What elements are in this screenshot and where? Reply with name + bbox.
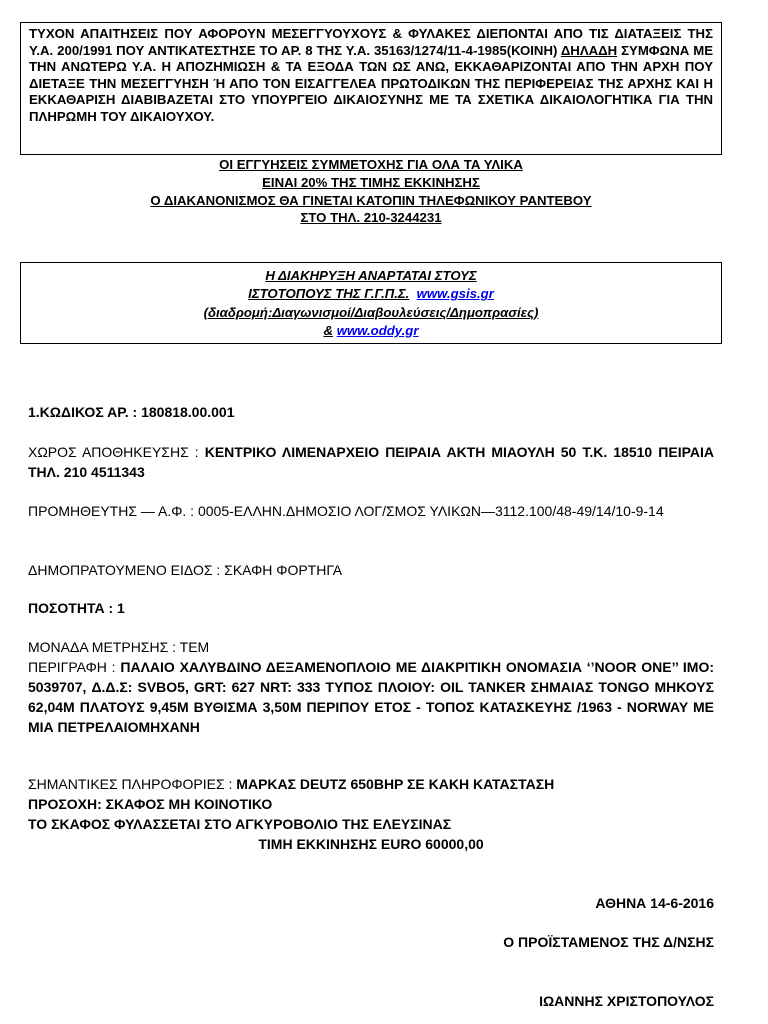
description-label: ΠΕΡΙΓΡΑΦΗ : xyxy=(28,659,121,675)
storage-value: ΚΕΝΤΡΙΚΟ ΛΙΜΕΝΑΡΧΕΙΟ ΠΕΙΡΑΙΑ ΑΚΤΗ ΜΙΑΟΥΛΗ 50 Τ.Κ. 18510 ΠΕΙΡΑΙΑ ΤΗΛ. 210 4511343 xyxy=(28,444,714,480)
gsis-link[interactable]: www.gsis.gr xyxy=(416,286,494,302)
storage-location xyxy=(28,442,714,482)
description xyxy=(28,657,714,737)
important-info-value: ΜΑΡΚΑΣ DEUTZ 650BHP ΣΕ ΚΑΚΗ ΚΑΤΑΣΤΑΣΗ xyxy=(236,776,555,792)
important-info-label: ΣΗΜΑΝΤΙΚΕΣ ΠΛΗΡΟΦΟΡΙΕΣ : xyxy=(28,776,237,792)
unit-of-measure: ΜΟΝΑΔΑ ΜΕΤΡΗΣΗΣ : ΤΕΜ xyxy=(28,639,210,655)
guarantee-phone: ΣΤΟ ΤΗΛ. 210-3244231 xyxy=(300,210,442,226)
posting-line-2 xyxy=(21,285,721,303)
signatory-title: Ο ΠΡΟΪΣΤΑΜΕΝΟΣ ΤΗΣ Δ/ΝΣΗΣ xyxy=(503,934,714,950)
posting-line-2-text: ΙΣΤΟΤΟΠΟΥΣ ΤΗΣ Γ.Γ.Π.Σ. xyxy=(248,286,410,302)
starting-price: ΤΙΜΗ ΕΚΚΙΝΗΣΗΣ EURO 60000,00 xyxy=(258,836,484,852)
posting-ampersand: & xyxy=(323,322,334,338)
notice-text-part1: ΤΥΧΟΝ ΑΠΑΙΤΗΣΕΙΣ ΠΟΥ ΑΦΟΡΟΥΝ ΜΕΣΕΓΓΥΟΥΧΟΥΣ & ΦΥΛΑΚΕΣ ΔΙΕΠΟΝΤΑΙ ΑΠΟ ΤΙΣ ΔΙΑΤΑΞΕΙΣ ΤΗΣ Υ.Α. 200/1991 ΠΟΥ ΑΝΤΙΚΑΤΕΣΤΗΣΕ ΤΟ ΑΡ. 8 ΤΗΣ Υ.Α. 35163/1274/11-4-1985(ΚΟΙΝΗ) xyxy=(29,26,713,58)
signatory-name: ΙΩΑΝΝΗΣ ΧΡΙΣΤΟΠΟΥΛΟΣ xyxy=(539,993,714,1009)
notice-text xyxy=(29,26,713,126)
storage-label: ΧΩΡΟΣ ΑΠΟΘΗΚΕΥΣΗΣ : xyxy=(28,444,205,460)
important-info xyxy=(28,774,714,794)
posting-line-4 xyxy=(21,322,721,340)
oddy-link[interactable]: www.oddy.gr xyxy=(336,322,419,338)
notice-box xyxy=(20,22,722,155)
notice-text-part2: ΣΥΜΦΩΝΑ ΜΕ ΤΗΝ ΑΝΩΤΕΡΩ Υ.Α. Η ΑΠΟΖΗΜΙΩΣΗ & ΤΑ ΕΞΟΔΑ ΤΩΝ ΩΣ ΑΝΩ, ΕΚΚΑΘΑΡΙΖΟΝΤΑΙ ΑΠΟ ΤΗΝ ΑΡΧΗ ΠΟΥ ΔΙΕΤΑΞΕ ΤΗΝ ΜΕΣΕΓΓΥΗΣΗ Ή ΑΠΟ ΤΟΝ ΕΙΣΑΓΓΕΛΕΑ ΠΡΩΤΟΔΙΚΩΝ ΤΗΣ ΠΕΡΙΦΕΡΕΙΑΣ ΤΗΣ ΑΡΧΗΣ ΚΑΙ Η ΕΚΚΑΘΑΡΙΣΗ ΔΙΑΒΙΒΑΖΕΤΑΙ ΣΤΟ ΥΠΟΥΡΓΕΙΟ ΔΙΚΑΙΟΣΥΝΗΣ ΜΕ ΤΑ ΣΧΕΤΙΚΑ ΔΙΚΑΙΟΛΟΓΗΤΙΚΑ ΓΙΑ ΤΗΝ ΠΛΗΡΩΜΗ ΤΟΥ ΔΙΚΑΙΟΥΧΟΥ. xyxy=(29,42,713,124)
item-code: 1.ΚΩΔΙΚΟΣ ΑΡ. : 180818.00.001 xyxy=(28,404,235,420)
guarded-location: ΤΟ ΣΚΑΦΟΣ ΦΥΛΑΣΣΕΤΑΙ ΣΤΟ ΑΓΚΥΡΟΒΟΛΙΟ ΤΗΣ ΕΛΕΥΣΙΝΑΣ xyxy=(28,816,452,832)
guarantee-line-3: Ο ΔΙΑΚΑΝΟΝΙΣΜΟΣ ΘΑ ΓΙΝΕΤΑΙ ΚΑΤΟΠΙΝ ΤΗΛΕΦΩΝΙΚΟΥ ΡΑΝΤΕΒΟΥ xyxy=(150,192,592,208)
warning-non-eu: ΠΡΟΣΟΧΗ: ΣΚΑΦΟΣ ΜΗ ΚΟΙΝΟΤΙΚΟ xyxy=(28,796,273,812)
guarantee-block xyxy=(0,156,742,227)
place-date: ΑΘΗΝΑ 14-6-2016 xyxy=(595,895,714,911)
supplier: ΠΡΟΜΗΘΕΥΤΗΣ — Α.Φ. : 0005-ΕΛΛΗΝ.ΔΗΜΟΣΙΟ ΛΟΓ/ΣΜΟΣ ΥΛΙΚΩΝ—3112.100/48-49/14/10-9-14 xyxy=(28,503,664,519)
quantity: ΠΟΣΟΤΗΤΑ : 1 xyxy=(28,600,125,616)
guarantee-line-1: ΟΙ ΕΓΓΥΗΣΕΙΣ ΣΥΜΜΕΤΟΧΗΣ ΓΙΑ ΟΛΑ ΤΑ ΥΛΙΚΑ xyxy=(219,157,523,172)
posting-box xyxy=(20,262,722,344)
notice-text-underlined: ΔΗΛΑΔΗ xyxy=(560,42,618,58)
auctioned-item: ΔΗΜΟΠΡΑΤΟΥΜΕΝΟ ΕΙΔΟΣ : ΣΚΑΦΗ ΦΟΡΤΗΓΑ xyxy=(28,562,343,578)
posting-path: (διαδρομή:Διαγωνισμοί/Διαβουλεύσεις/Δημοπρασίες) xyxy=(203,304,539,320)
guarantee-line-2: ΕΙΝΑΙ 20% ΤΗΣ ΤΙΜΗΣ ΕΚΚΙΝΗΣΗΣ xyxy=(262,174,480,190)
description-value: ΠΑΛΑΙΟ ΧΑΛΥΒΔΙΝΟ ΔΕΞΑΜΕΝΟΠΛΟΙΟ ΜΕ ΔΙΑΚΡΙΤΙΚΗ ΟΝΟΜΑΣΙΑ ‘’NOOR ONE’’ IMO: 5039707, Δ.Δ.Σ: SVBO5, GRT: 627 NRT: 333 ΤΥΠΟΣ ΠΛΟΙΟΥ: OIL TANKER ΣΗΜΑΙΑΣ TONGO ΜΗΚΟΥΣ 62,04Μ ΠΛΑΤΟΥΣ 9,45Μ ΒΥΘΙΣΜΑ 3,50Μ ΠΕΡΙΠΟΥ ΕΤΟΣ - ΤΟΠΟΣ ΚΑΤΑΣΚΕΥΗΣ /1963 - NORWAY ΜΕ ΜΙΑ ΠΕΤΡΕΛΑΙΟΜΗΧΑΝΗ xyxy=(28,659,714,735)
posting-line-1: Η ΔΙΑΚΗΡΥΞΗ ΑΝΑΡΤΑΤΑΙ ΣΤΟΥΣ xyxy=(265,268,477,283)
